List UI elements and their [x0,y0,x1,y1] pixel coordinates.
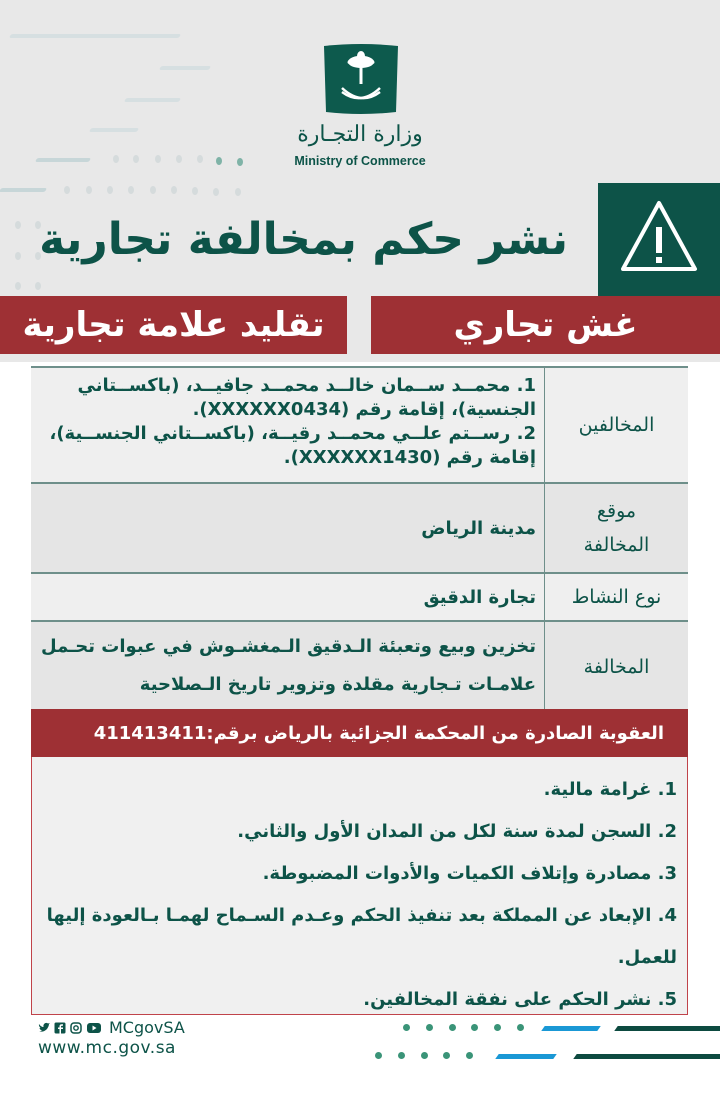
violator-1: 1. محمــد ســمان خالــد محمــد جافيــد، (باكســتاني الجنسية)، إقامة رقم (XXXXXX0434). [77,375,536,420]
penalty-item: 2. السجن لمدة سنة لكل من المدان الأول والثاني. [237,821,677,842]
table-row-violation [31,620,688,714]
row-label: المخالفة [544,622,688,712]
ministry-name-english: Ministry of Commerce [294,154,426,168]
social-bar [38,1018,185,1038]
penalty-item: 5. نشر الحكم على نفقة المخالفين. [363,989,677,1010]
violator-2: 2. رســتم علــي محمــد رقيــة، (باكســتاني الجنســية)، إقامة رقم (XXXXXX1430). [49,423,536,468]
tag-trademark-imitation [0,296,347,354]
penalty-item: 4. الإبعاد عن المملكة بعد تنفيذ الحكم وعـدم السـماح لهمـا بـالعودة إليها للعمل. [46,905,677,968]
tag-label: غش تجاري [453,305,638,345]
row-value: تخزين وبيع وتعبئة الـدقيق الـمغشـوش في عبوات تحـمل علامـات تـجارية مقلدة وتزوير تاريخ الـصلاحية [41,636,536,695]
ministry-name-arabic: وزارة التجـارة [297,122,423,147]
row-value: مدينة الرياض [421,517,536,539]
warning-triangle-icon [598,183,720,296]
row-label: المخالفين [544,368,688,482]
ministry-logo-icon [322,42,400,116]
table-row-activity [31,572,688,620]
table-row-violators [31,366,688,482]
penalty-item: 3. مصادرة وإتلاف الكميات والأدوات المضبوطة. [262,863,677,884]
table-row-location [31,482,688,572]
penalty-list [31,757,688,1015]
facebook-icon[interactable] [54,1022,66,1034]
row-label: موقع المخالفة [544,484,688,572]
tag-label: تقليد علامة تجارية [22,305,325,345]
page-title: نشر حكم بمخالفة تجارية [39,214,568,265]
instagram-icon[interactable] [70,1022,82,1034]
tag-commercial-fraud [371,296,720,354]
youtube-icon[interactable] [86,1022,102,1034]
penalty-item: 1. غرامة مالية. [543,779,677,800]
twitter-icon[interactable] [38,1022,50,1034]
row-value [31,368,544,482]
website-link[interactable]: www.mc.gov.sa [38,1038,176,1058]
row-label: نوع النشاط [544,574,688,620]
row-value: تجارة الدقيق [423,586,536,608]
warning-box [598,183,720,296]
details-table [31,366,688,714]
penalty-heading: العقوبة الصادرة من المحكمة الجزائية بالرياض برقم:411413411 [31,709,688,757]
social-handle[interactable]: MCgovSA [109,1018,185,1037]
